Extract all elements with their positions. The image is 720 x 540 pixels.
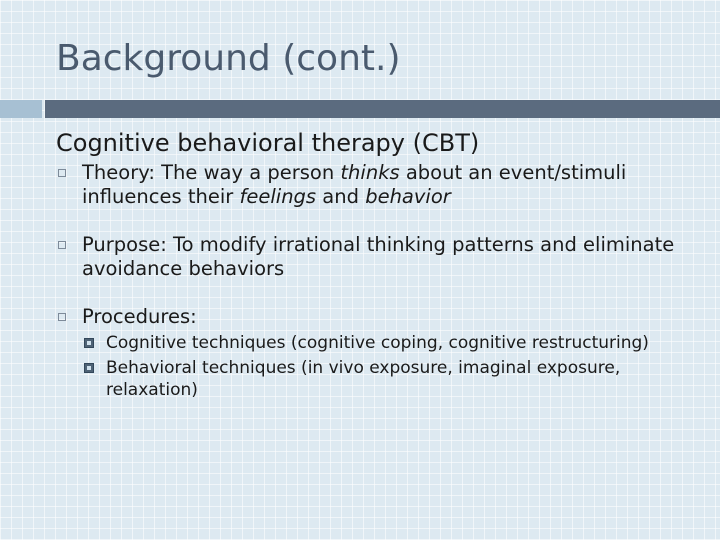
sub-item-text: Behavioral techniques (in vivo exposure, imaginal exposure, relaxation): [106, 358, 621, 400]
theory-text-thinks: thinks: [340, 161, 400, 184]
theory-text-3: about an event/stimuli influences their: [82, 161, 627, 208]
hollow-square-bullet-icon: [58, 313, 66, 321]
sub-bullet-cognitive: [56, 332, 706, 354]
theory-text-behavior: behavior: [365, 185, 451, 208]
slide-title: Background (cont.): [56, 38, 401, 79]
hollow-square-bullet-icon: [58, 241, 66, 249]
purpose-text: Purpose: To modify irrational thinking patterns and eliminate avoidance behaviors: [82, 233, 675, 280]
bullet-purpose: [56, 233, 706, 281]
theory-text-feelings: feelings: [239, 185, 317, 208]
filled-square-bullet-icon: [84, 363, 94, 373]
theory-text-1: Theory: The way a person: [82, 161, 341, 184]
procedures-text: Procedures:: [82, 305, 197, 328]
bullet-theory: [56, 161, 706, 209]
content-heading: Cognitive behavioral therapy (CBT): [56, 129, 480, 157]
theory-text-5: and: [316, 185, 366, 208]
bullet-procedures: [56, 305, 706, 329]
filled-square-bullet-icon: [84, 338, 94, 348]
accent-bar-right: [45, 100, 720, 118]
slide-content: [56, 127, 706, 401]
sub-bullet-behavioral: [56, 357, 706, 401]
hollow-square-bullet-icon: [58, 169, 66, 177]
sub-item-text: Cognitive techniques (cognitive coping, cognitive restructuring): [106, 333, 649, 353]
accent-bar-left: [0, 100, 42, 118]
